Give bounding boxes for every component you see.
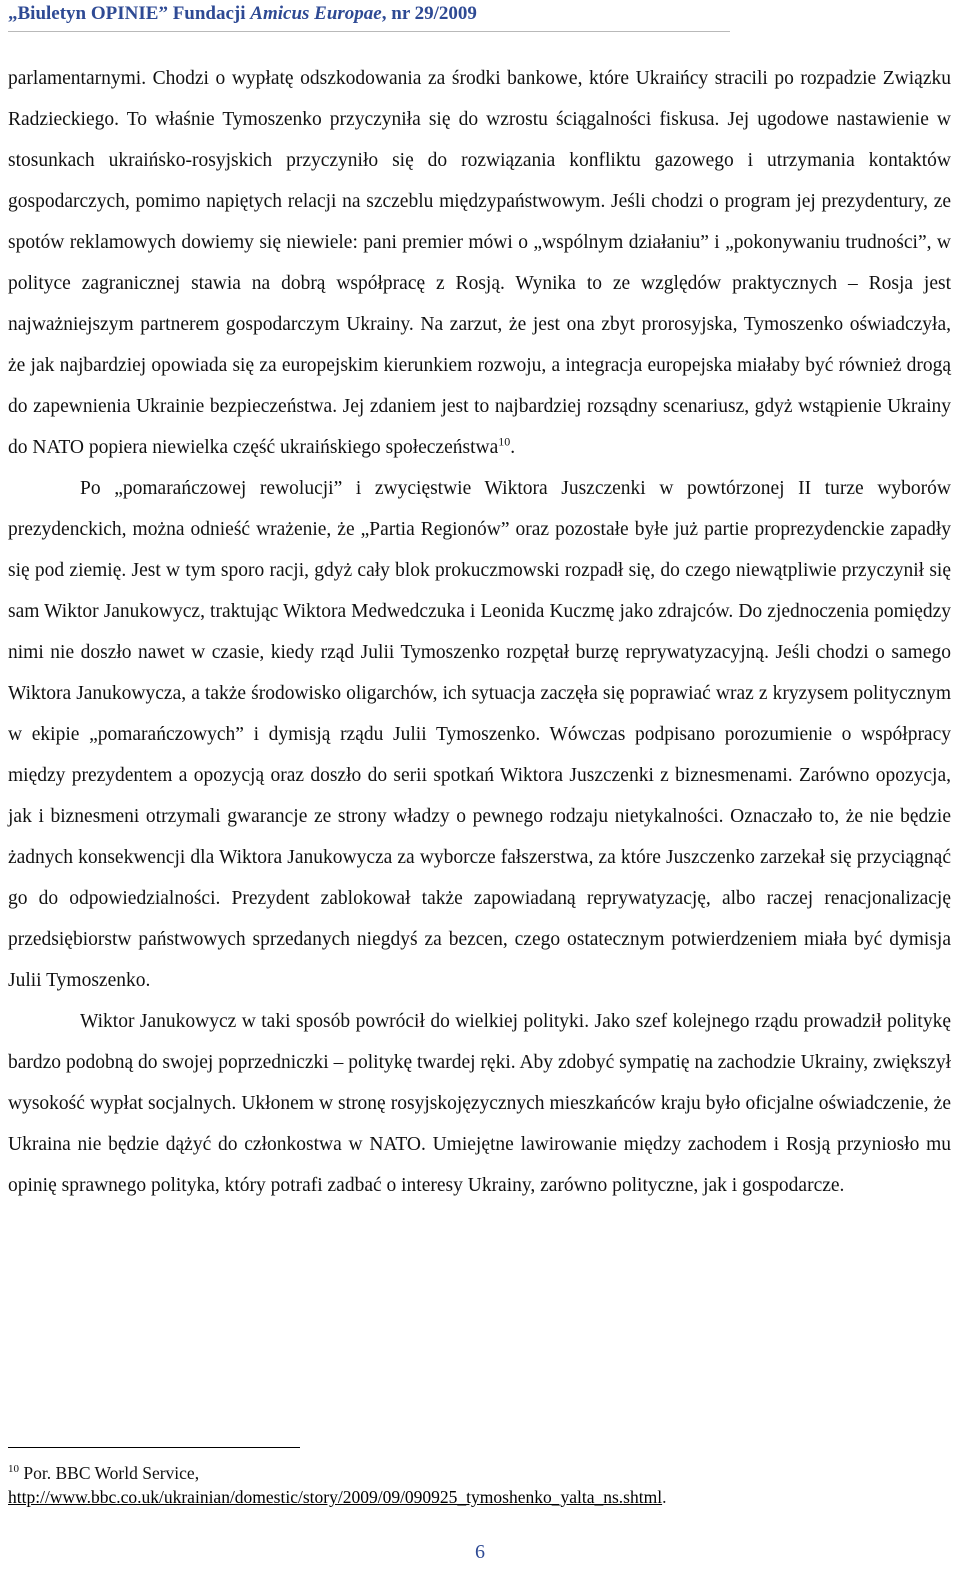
header-title-italic: Amicus Europae <box>250 3 382 24</box>
header-divider <box>8 31 730 32</box>
article-body <box>8 58 951 1206</box>
footnote-number: 10 <box>8 1463 19 1476</box>
footnote-text: Por. BBC World Service, <box>19 1463 200 1483</box>
bulletin-header <box>8 3 477 25</box>
header-title-part1: „Biuletyn OPINIE” Fundacji <box>8 3 251 24</box>
footnote-line-1 <box>8 1461 951 1485</box>
header-title-part2: , nr 29/2009 <box>381 3 477 24</box>
footnote-reference[interactable]: 10 <box>498 434 511 449</box>
footnote-line-2 <box>8 1485 951 1509</box>
footnote-divider <box>8 1447 300 1448</box>
paragraph-1 <box>8 58 951 468</box>
paragraph-1-text: parlamentarnymi. Chodzi o wypłatę odszkodowania za środki bankowe, które Ukraińcy stracili po rozpadzie Związku Radzieckiego. To właśnie Tymoszenko przyczyniła się do wzrostu ściągalności fiskusa. Jej ugodowe nastawienie w stosunkach ukraińsko-rosyjskich przyczyniło się do rozwiązania konfliktu gazowego i utrzymania kontaktów gospodarczych, pomimo napiętych relacji na szczeblu międzypaństwowym. Jeśli chodzi o program jej prezydentury, ze spotów reklamowych dowiemy się niewiele: pani premier mówi o „wspólnym działaniu” i „pokonywaniu trudności”, w polityce zagranicznej stawia na dobrą współpracę z Rosją. Wynika to ze względów praktycznych – Rosja jest najważniejszym partnerem gospodarczym Ukrainy. Na zarzut, że jest ona zbyt prorosyjska, Tymoszenko oświadczyła, że jak najbardziej opowiada się za europejskim kierunkiem rozwoju, a integracja europejska miałaby być również drogą do zapewnienia Ukrainie bezpieczeństwa. Jej zdaniem jest to najbardziej rozsądny scenariusz, gdyż wstąpienie Ukrainy do NATO popiera niewielka część ukraińskiego społeczeństwa <box>8 68 951 458</box>
page-number: 6 <box>475 1541 485 1563</box>
footnote-tail: . <box>662 1487 667 1507</box>
footnote <box>8 1461 951 1509</box>
paragraph-3: Wiktor Janukowycz w taki sposób powrócił do wielkiej polityki. Jako szef kolejnego rządu prowadził politykę bardzo podobną do swojej poprzedniczki – politykę twardej ręki. Aby zdobyć sympatię na zachodzie Ukrainy, zwiększył wysokość wypłat socjalnych. Ukłonem w stronę rosyjskojęzycznych mieszkańców kraju było oficjalne oświadczenie, że Ukraina nie będzie dążyć do członkostwa w NATO. Umiejętne lawirowanie między zachodem i Rosją przyniosło mu opinię sprawnego polityka, który potrafi zadbać o interesy Ukrainy, zarówno polityczne, jak i gospodarcze. <box>8 1011 951 1196</box>
footnote-link[interactable]: http://www.bbc.co.uk/ukrainian/domestic/story/2009/09/090925_tymoshenko_yalta_ns.shtml <box>8 1487 663 1507</box>
paragraph-1-tail: . <box>510 437 516 458</box>
paragraph-2: Po „pomarańczowej rewolucji” i zwycięstwie Wiktora Juszczenki w powtórzonej II turze wyborów prezydenckich, można odnieść wrażenie, że „Partia Regionów” oraz pozostałe byłe już partie proprezydenckie zapadły się pod ziemię. Jest w tym sporo racji, gdyż cały blok prokuczmowski rozpadł się, do czego niewątpliwie przyczynił się sam Wiktor Janukowycz, traktując Wiktora Medwedczuka i Leonida Kuczmę jako zdrajców. Do zjednoczenia pomiędzy nimi nie doszło nawet w czasie, kiedy rząd Julii Tymoszenko rozpętał burzę reprywatyzacyjną. Jeśli chodzi o samego Wiktora Janukowycza, a także środowisko oligarchów, ich sytuacja zaczęła się poprawiać wraz z kryzysem politycznym w ekipie „pomarańczowych” i dymisją rządu Julii Tymoszenko. Wówczas podpisano porozumienie o współpracy między prezydentem a opozycją oraz doszło do serii spotkań Wiktora Juszczenki z biznesmenami. Zarówno opozycja, jak i biznesmeni otrzymali gwarancje ze strony władzy o pewnego rodzaju nietykalności. Oznaczało to, że nie będzie żadnych konsekwencji dla Wiktora Janukowycza za wyborcze fałszerstwa, za które Juszczenko zarzekał się przyciągnąć go do odpowiedzialności. Prezydent zablokował także zapowiadaną reprywatyzację, albo raczej renacjonalizację przedsiębiorstw państwowych sprzedanych niegdyś za bezcen, czego ostatecznym potwierdzeniem miała być dymisja Julii Tymoszenko. <box>8 478 951 991</box>
